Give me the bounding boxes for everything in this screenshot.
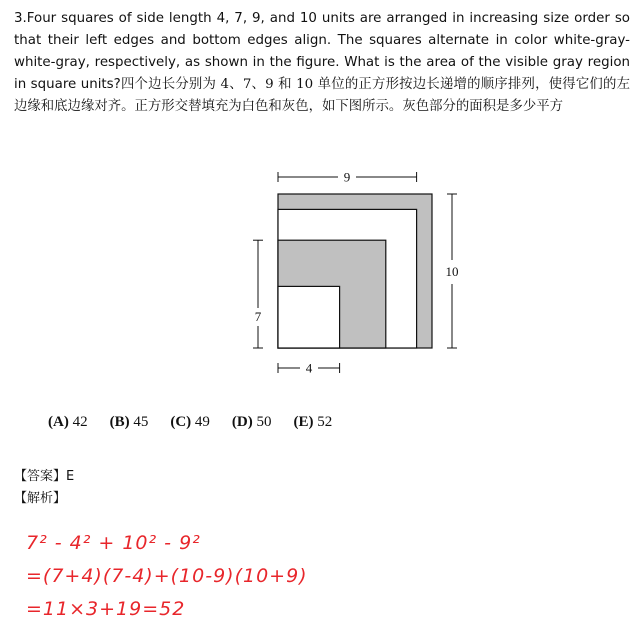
handwritten-line-3: =11×3+19=52 <box>26 598 186 620</box>
squares-figure <box>240 160 480 390</box>
handwritten-line-1: 7² - 4² + 10² - 9² <box>26 532 201 554</box>
label-left-7: 7 <box>254 309 262 324</box>
analysis-label: 【解析】 <box>14 491 67 506</box>
problem-statement <box>14 8 630 118</box>
problem-text-english: 3.Four squares of side length 4, 7, 9, and 10 units are arranged in increasing size order so that their left edges and bottom edges align. The squares alternate in color white-gray-white-gray, respectively, as shown in the figure. What is the area of the visible gray region in square units? <box>14 11 630 92</box>
answer-label: 【答案】E <box>14 469 75 484</box>
answer-choices <box>48 414 354 431</box>
square-4-white <box>278 286 340 348</box>
choice-c: (C) 49 <box>170 414 210 430</box>
choice-d: (D) 50 <box>231 414 272 430</box>
label-bottom-4: 4 <box>305 360 313 376</box>
choice-e: (E) 52 <box>293 414 333 430</box>
choice-b: (B) 45 <box>109 414 149 430</box>
dimension-left <box>253 240 263 348</box>
problem-text-chinese: 四个边长分别为 4、7、9 和 10 单位的正方形按边长递增的顺序排列，使得它们的左边缘和底边缘对齐。正方形交替填充为白色和灰色，如下图所示。灰色部分的面积是多少平方 <box>14 77 630 114</box>
handwritten-line-2: =(7+4)(7-4)+(10-9)(10+9) <box>26 565 308 587</box>
choice-a: (A) 42 <box>48 414 88 430</box>
label-top-9: 9 <box>343 169 351 185</box>
label-right-10: 10 <box>445 264 459 279</box>
answer-block <box>14 466 74 510</box>
